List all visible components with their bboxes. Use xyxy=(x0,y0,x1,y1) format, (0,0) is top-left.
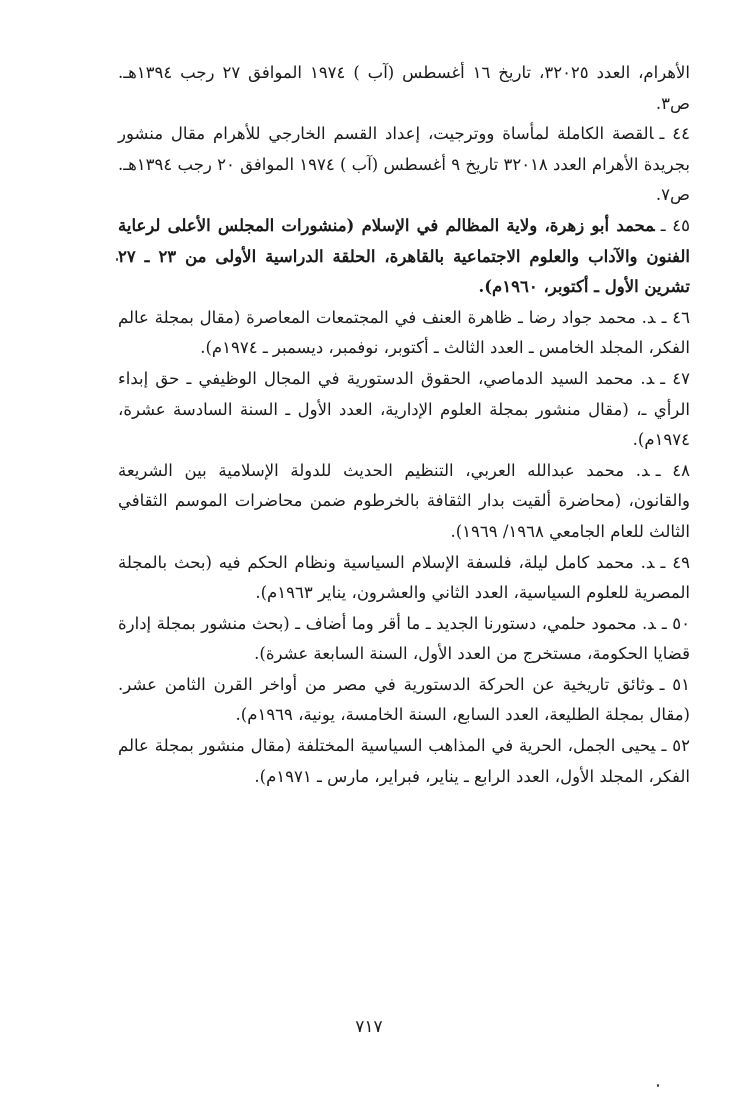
reference-text: د. محمد كامل ليلة، فلسفة الإسلام السياسية ونظام الحكم فيه (بحث بالمجلة المصرية للعلوم السياسية، العدد الثاني والعشرون، يناير ١٩٦٣م). xyxy=(118,552,690,603)
reference-item-51 xyxy=(118,670,690,731)
reference-text: د. محمد عبدالله العربي، التنظيم الحديث للدولة الإسلامية بين الشريعة والقانون، (محاضرة ألقيت بدار الثقافة بالخرطوم ضمن محاضرات الموسم الثقافي الثالث للعام الجامعي ١٩٦٨/ ١٩٦٩). xyxy=(118,460,690,541)
reference-number: ٥٢ ـ xyxy=(661,736,690,756)
reference-text: د. محمود حلمي، دستورنا الجديد ـ ما أقر وما أضاف ـ (بحث منشور بمجلة إدارة قضايا الحكومة، مستخرج من العدد الأول، السنة السابعة عشرة). xyxy=(118,613,690,664)
reference-number: ٤٤ ـ xyxy=(659,124,690,144)
reference-text: الأهرام، العدد ٣٢٠٢٥، تاريخ ١٦ أغسطس (آب ) ١٩٧٤ الموافق ٢٧ رجب ١٣٩٤هـ. ص٣. xyxy=(118,63,691,113)
reference-text: القصة الكاملة لمأساة ووترجيت، إعداد القسم الخارجي للأهرام مقال منشور بجريدة الأهرام العدد ٣٢٠١٨ تاريخ ٩ أغسطس (آب ) ١٩٧٤ الموافق ٢٠ رجب ١٣٩٤هـ. ص٧. xyxy=(118,124,690,205)
scan-speck xyxy=(657,1084,659,1087)
reference-text: يحيى الجمل، الحرية في المذاهب السياسية المختلفة (مقال منشور بمجلة عالم الفكر، المجلد الأول، العدد الرابع ـ يناير، فبراير، مارس ـ ١٩٧١م). xyxy=(118,736,690,786)
reference-item-continuation xyxy=(118,58,690,119)
reference-item-47 xyxy=(118,364,690,456)
reference-text: محمد أبو زهرة، ولاية المظالم في الإسلام (منشورات المجلس الأعلى لرعاية الفنون والآداب والعلوم الاجتماعية بالقاهرة، الحلقة الدراسية الأولى من ٢٣ ـ ٢٧ تشرين الأول ـ أكتوبر، ١٩٦٠م). xyxy=(118,215,691,297)
reference-number: ٥١ ـ xyxy=(659,674,690,694)
reference-number: ٤٦ ـ xyxy=(661,307,690,327)
reference-number: ٤٩ ـ xyxy=(660,552,690,572)
reference-text: وثائق تاريخية عن الحركة الدستورية في مصر من أواخر القرن الثامن عشر. (مقال بمجلة الطليعة، العدد السابع، السنة الخامسة، يونية، ١٩٦٩م). xyxy=(118,674,690,725)
reference-text: د. محمد جواد رضا ـ ظاهرة العنف في المجتمعات المعاصرة (مقال بمجلة عالم الفكر، المجلد الخامس ـ العدد الثالث ـ أكتوبر، نوفمبر، ديسمبر ـ ١٩٧٤م). xyxy=(118,307,690,358)
reference-text: د. محمد السيد الدماصي، الحقوق الدستورية في المجال الوظيفي ـ حق إبداء الرأي ـ، (مقال منشور بمجلة العلوم الإدارية، العدد الأول ـ السنة السادسة عشرة، ١٩٧٤م). xyxy=(118,368,690,450)
reference-item-45 xyxy=(118,211,690,303)
reference-number: ٤٥ ـ xyxy=(660,215,690,235)
reference-number: ٥٠ ـ xyxy=(661,613,690,633)
reference-item-48 xyxy=(118,456,690,548)
reference-item-46 xyxy=(118,303,690,364)
reference-item-44 xyxy=(118,119,690,211)
page-number: ٧١٧ xyxy=(355,1017,383,1037)
scan-speck xyxy=(116,258,118,261)
reference-item-50 xyxy=(118,609,690,670)
reference-number: ٤٨ ـ xyxy=(655,460,690,480)
reference-item-49 xyxy=(118,548,690,609)
reference-list xyxy=(118,58,690,792)
reference-item-52 xyxy=(118,731,690,792)
reference-number: ٤٧ ـ xyxy=(660,368,690,388)
